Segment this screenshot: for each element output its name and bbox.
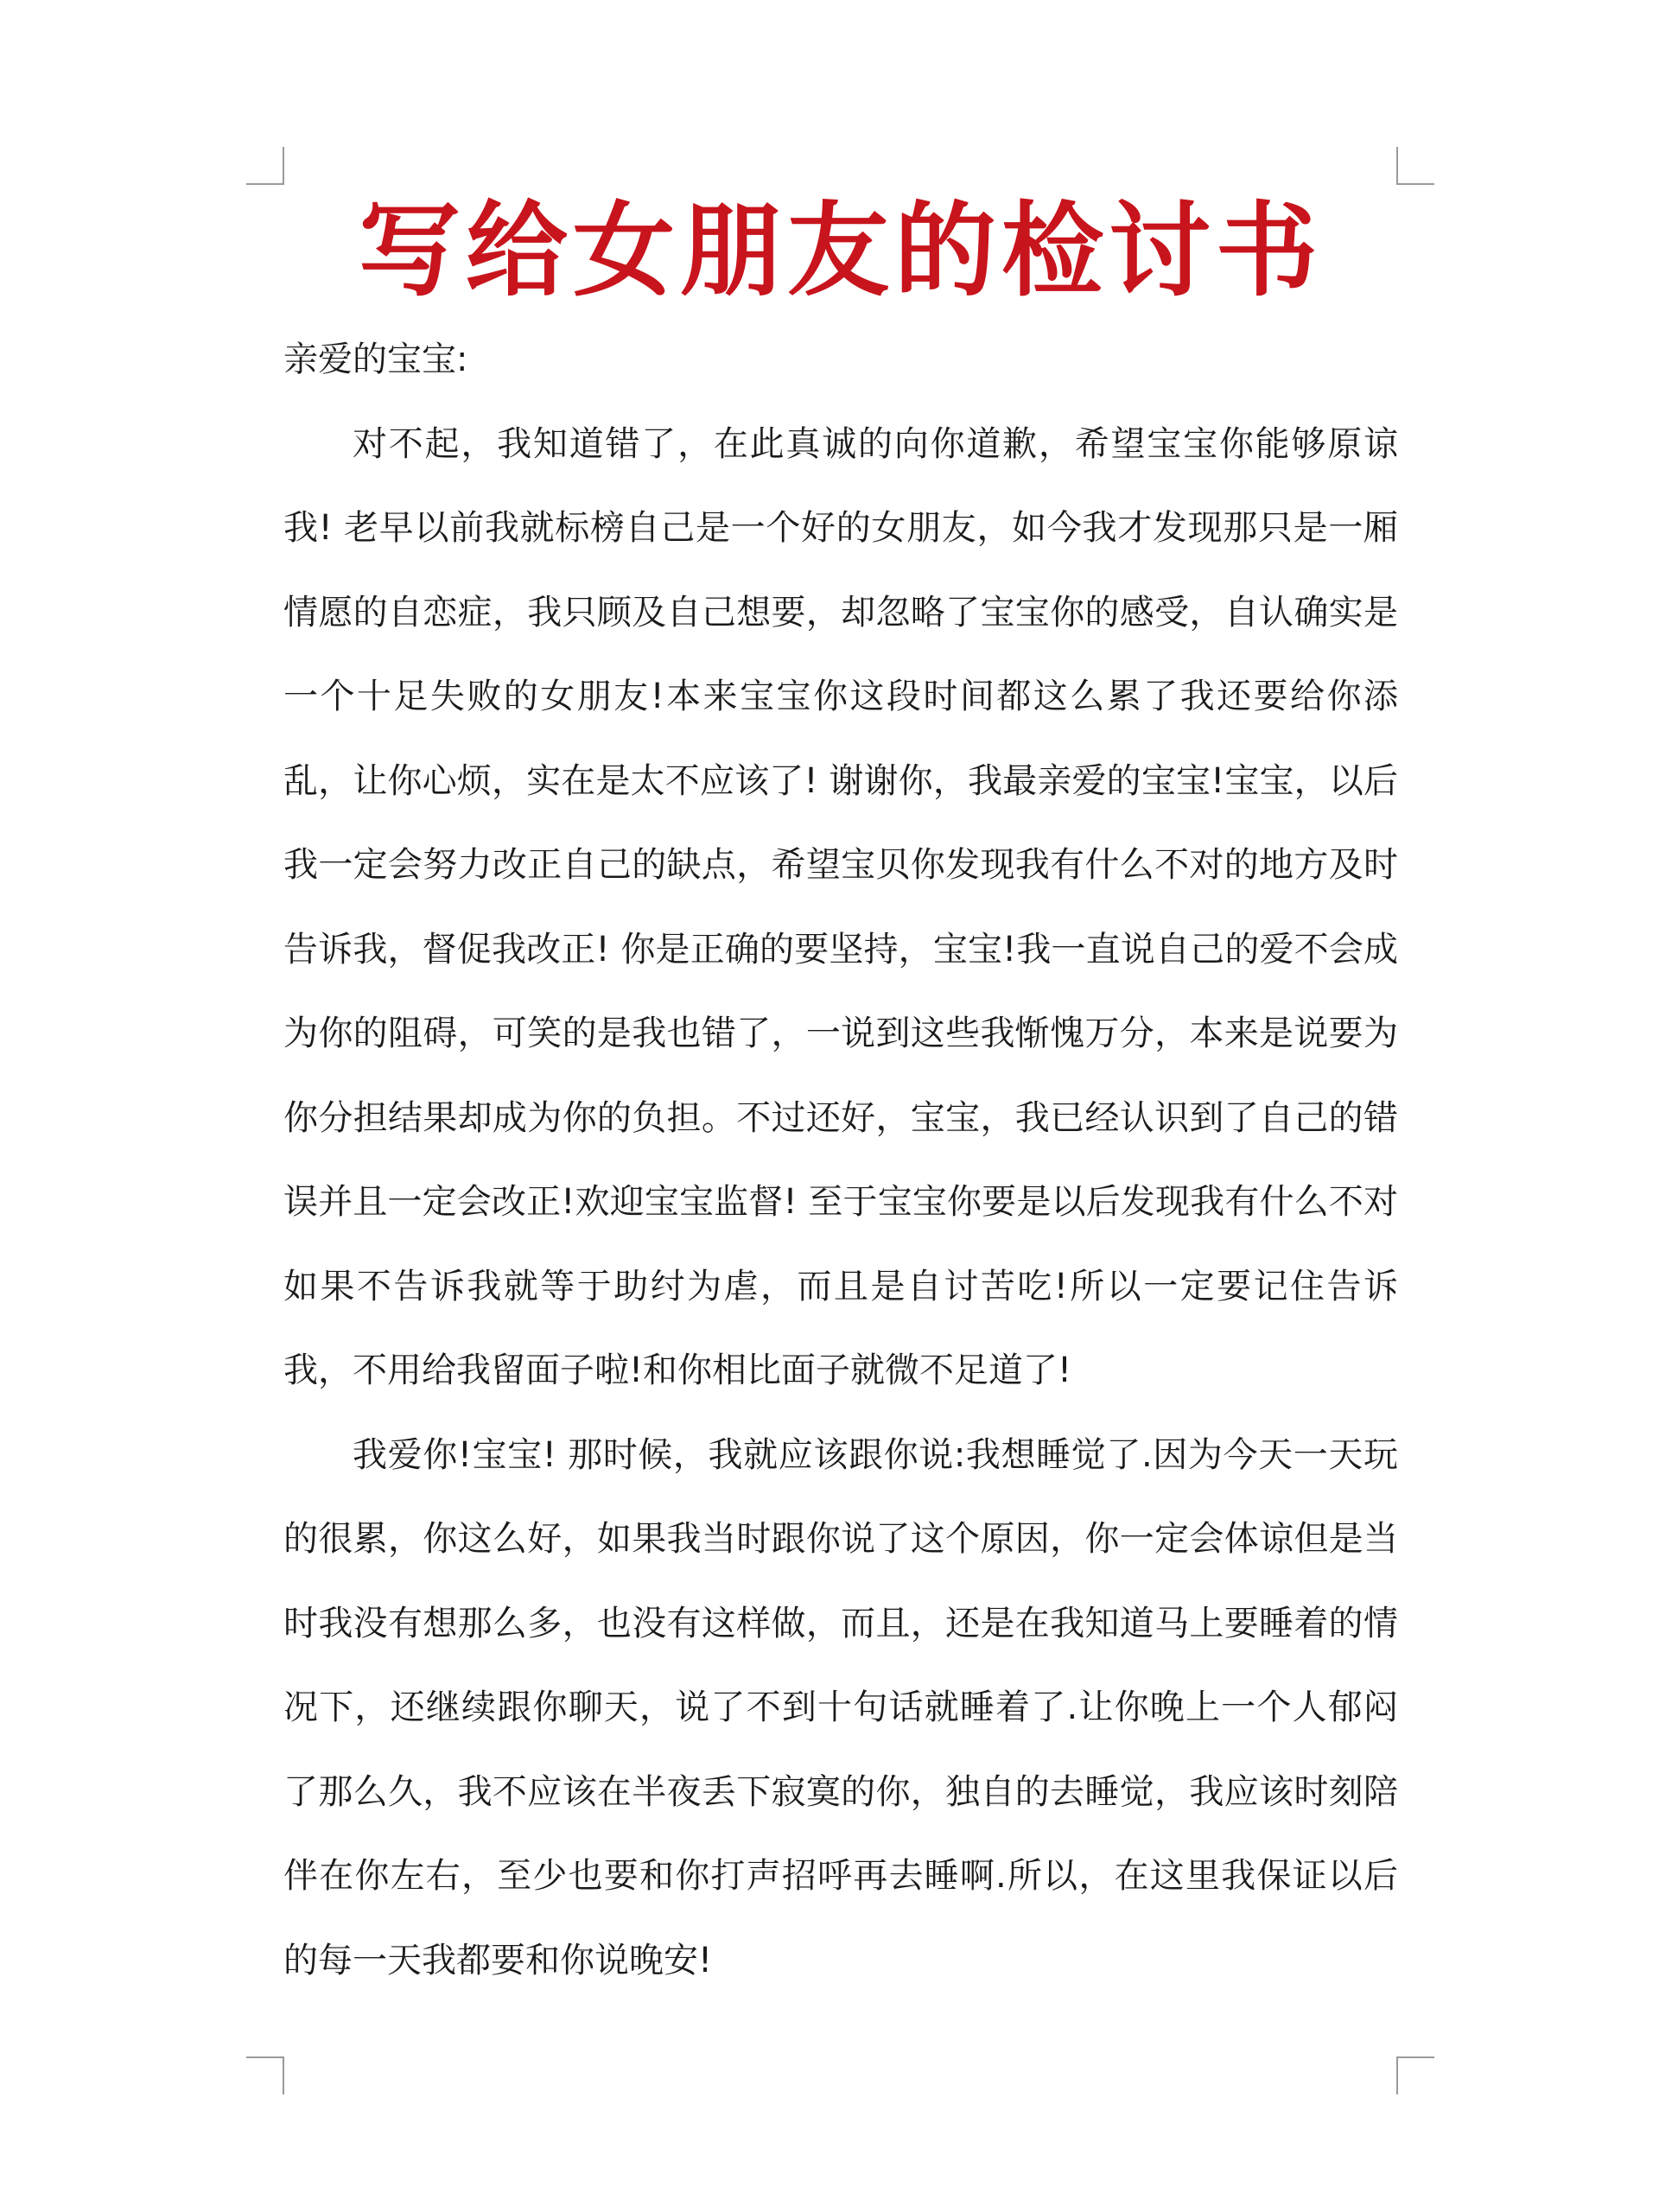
crop-mark-bottom-left: [246, 2056, 284, 2094]
crop-mark-bottom-right: [1396, 2056, 1434, 2094]
paragraph-2: 我爱你!宝宝! 那时候，我就应该跟你说:我想睡觉了.因为今天一天玩的很累，你这么好，如果我当时跟你说了这个原因，你一定会体谅但是当时我没有想那么多，也没有这样做，而且，还是在我知道马上要睡着的情况下，还继续跟你聊天，说了不到十句话就睡着了.让你晚上一个人郁闷了那么久，我不应该在半夜丢下寂寞的你，独自的去睡觉，我应该时刻陪伴在你左右，至少也要和你打声招呼再去睡啊.所以，在这里我保证以后的每一天我都要和你说晚安!: [283, 1434, 1398, 1980]
paragraph-1: 对不起，我知道错了，在此真诚的向你道歉，希望宝宝你能够原谅我! 老早以前我就标榜自己是一个好的女朋友，如今我才发现那只是一厢情愿的自恋症，我只顾及自己想要，却忽略了宝宝你的感受，自认确实是一个十足失败的女朋友!本来宝宝你这段时间都这么累了我还要给你添乱，让你心烦，实在是太不应该了! 谢谢你，我最亲爱的宝宝!宝宝，以后我一定会努力改正自己的缺点，希望宝贝你发现我有什么不对的地方及时告诉我，督促我改正! 你是正确的要坚持，宝宝!我一直说自己的爱不会成为你的阻碍，可笑的是我也错了，一说到这些我惭愧万分，本来是说要为你分担结果却成为你的负担。不过还好，宝宝，我已经认识到了自己的错误并且一定会改正!欢迎宝宝监督! 至于宝宝你要是以后发现我有什么不对如果不告诉我就等于助纣为虐，而且是自讨苦吃!所以一定要记住告诉我，不用给我留面子啦!和你相比面子就微不足道了!: [283, 423, 1398, 1390]
salutation: 亲爱的宝宝:: [283, 340, 468, 379]
crop-mark-top-right: [1396, 147, 1434, 185]
document-title: 写给女朋友的检讨书: [358, 191, 1323, 310]
document-body: [283, 318, 1398, 2003]
crop-mark-top-left: [246, 147, 284, 185]
